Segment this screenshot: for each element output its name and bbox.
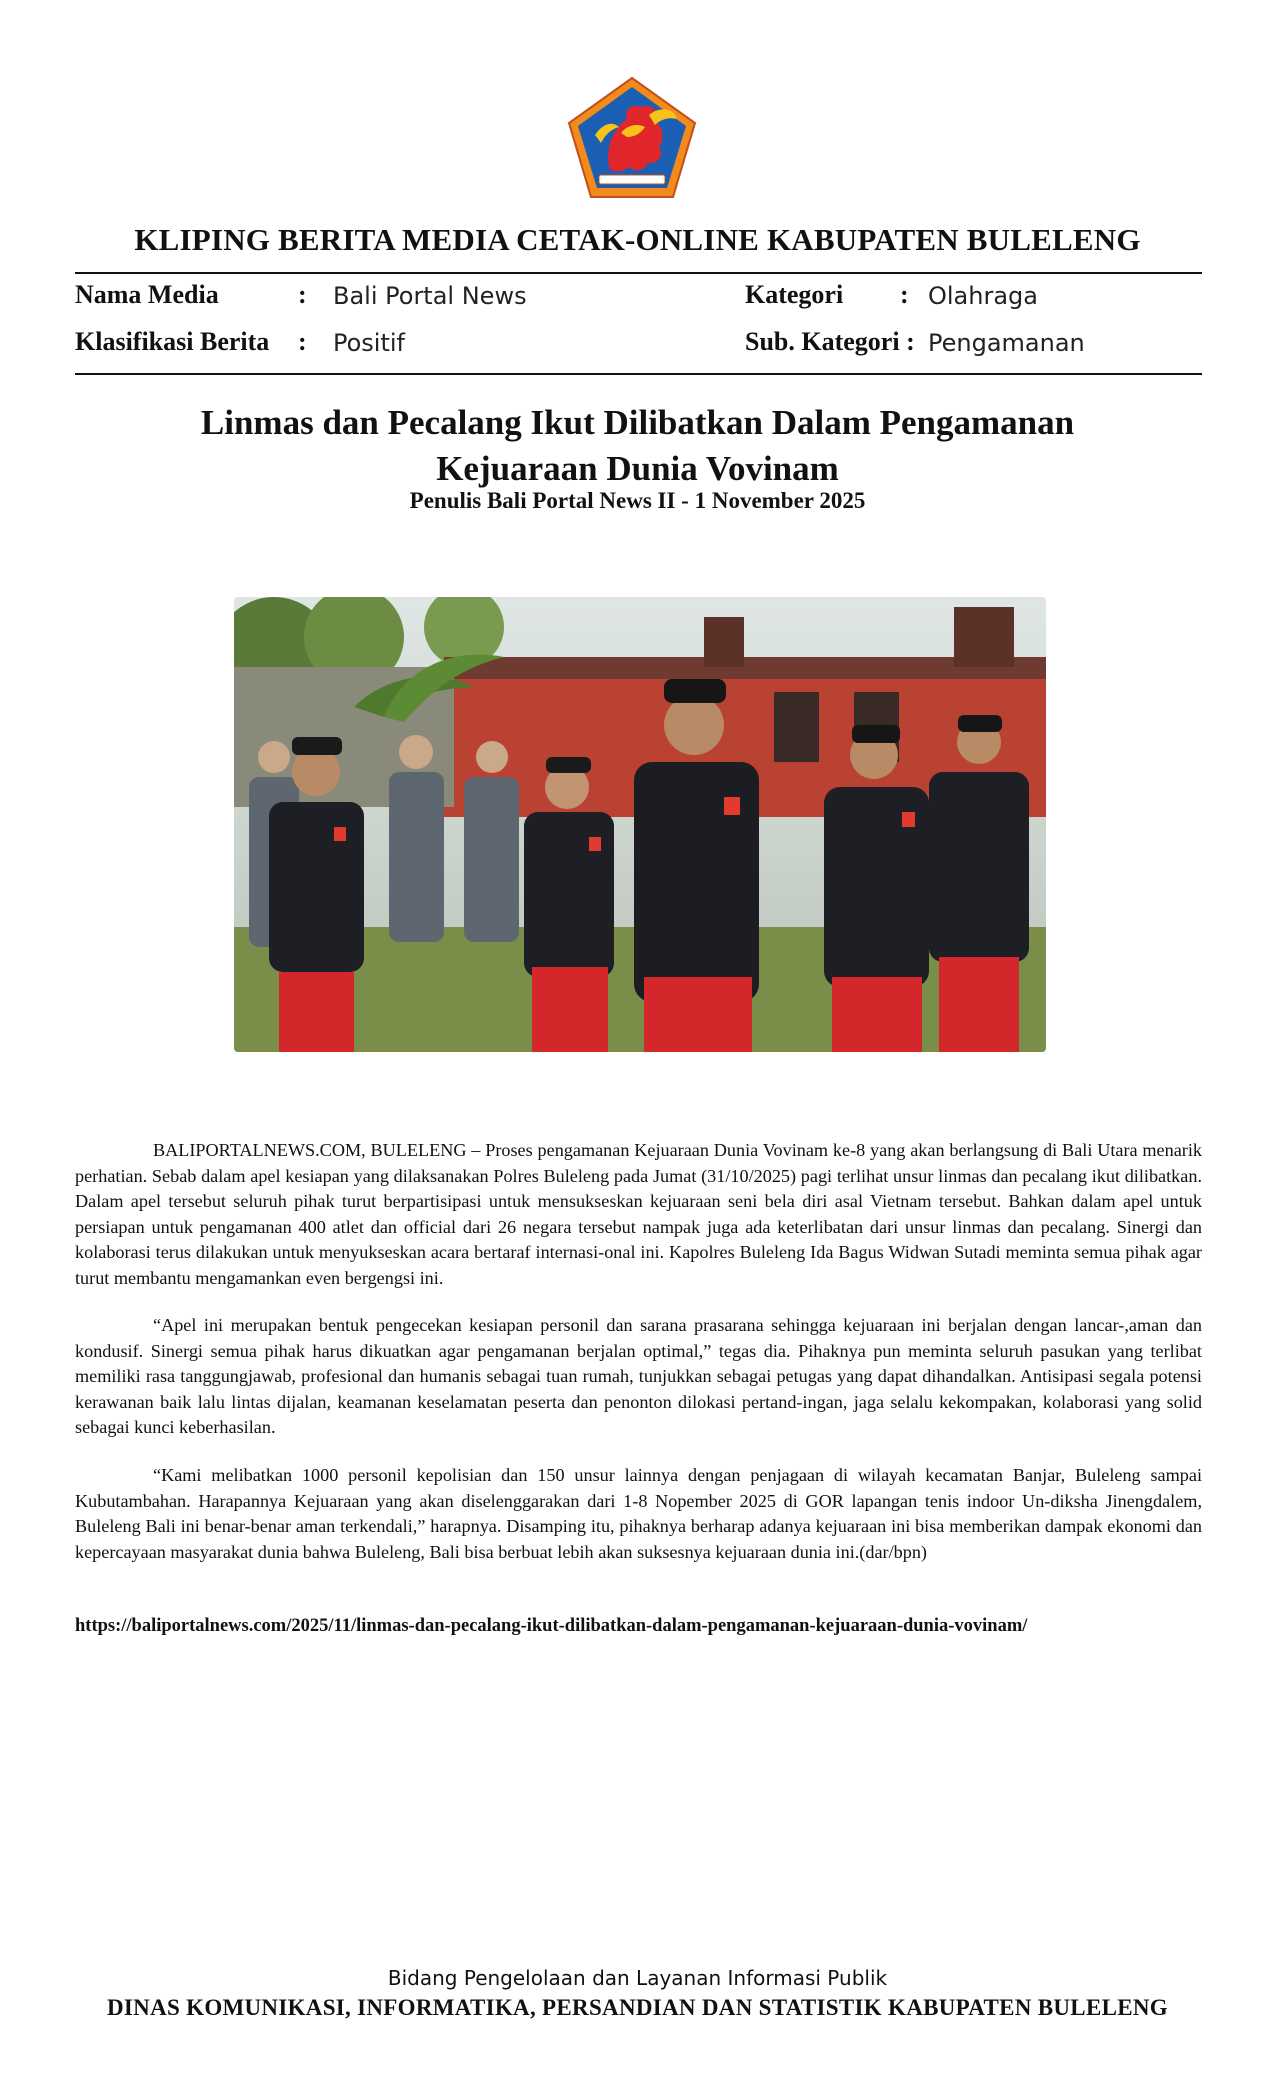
source-url-link[interactable]: https://baliportalnews.com/2025/11/linmas-dan-pecalang-ikut-dilibatkan-dalam-pengamanan-kejuaraan-dunia-vovinam/	[75, 1616, 1028, 1636]
meta-media-separator: :	[298, 280, 307, 309]
kabupaten-buleleng-logo	[565, 75, 700, 201]
article-title-line-1: Linmas dan Pecalang Ikut Dilibatkan Dalam Pengamanan	[200, 403, 1075, 442]
meta-kategori-value	[928, 280, 1038, 312]
header-divider-bottom	[75, 373, 1202, 375]
subkategori-value: Pengamanan	[928, 329, 1085, 357]
article-title-line-2: Kejuaraan Dunia Vovinam	[436, 449, 839, 488]
meta-media-label	[75, 279, 219, 311]
meta-media-value	[333, 280, 527, 312]
article-title	[0, 400, 1275, 492]
meta-kategori-separator: :	[900, 280, 909, 309]
article-byline: Penulis Bali Portal News II - 1 November 2025	[409, 488, 866, 513]
article-paragraph-2: “Apel ini merupakan bentuk pengecekan kesiapan personil dan sarana prasarana sehingga kejuaraan ini berjalan dengan lancar-,aman dan kondusif. Sinergi semua pihak harus dikuatkan agar pengamanan berjalan optimal,” tegas dia. Pihaknya pun meminta seluruh pasukan yang terlibat memiliki rasa tanggungjawab, profesional dan humanis sebagai tuan rumah, tunjukkan sebagai petugas yang dapat dihandalkan. Antisipasi segala potensi kerawanan baik lalu lintas dijalan, keamanan keselamatan peserta dan penonton dilokasi pertand-ingan, jaga selalu kekompakan, kolaborasi yang solid sebagai kunci keberhasilan.	[75, 1315, 1202, 1437]
article-photo	[234, 597, 1046, 1052]
footer-department: Bidang Pengelolaan dan Layanan Informasi Publik	[387, 1966, 888, 1990]
article-paragraph-3: “Kami melibatkan 1000 personil kepolisian dan 150 unsur lainnya dengan penjagaan di wilayah kecamatan Banjar, Buleleng sampai Kubutambahan. Harapannya Kejuaraan yang akan diselenggarakan dari 1-8 Nopember 2025 di GOR lapangan tenis indoor Un-diksha Jinengdalem, Buleleng Bali ini benar-benar aman terkendali,” harapnya. Disamping itu, pihaknya berharap adanya kejuaraan ini bisa memberikan dampak ekonomi dan kepercayaan masyarakat dunia bahwa Buleleng, Bali bisa berbuat lebih akan suksesnya kejuaraan dunia ini.(dar/bpn)	[75, 1465, 1202, 1562]
meta-klasifikasi-value	[333, 327, 405, 359]
meta-kategori-label	[745, 279, 843, 311]
meta-klasifikasi-separator: :	[298, 327, 307, 356]
media-label: Nama Media	[75, 280, 219, 309]
header-divider-top	[75, 272, 1202, 274]
document-header-title: KLIPING BERITA MEDIA CETAK-ONLINE KABUPATEN BULELENG	[134, 222, 1141, 257]
klasifikasi-value: Positif	[333, 329, 405, 357]
article-paragraph-1: BALIPORTALNEWS.COM, BULELENG – Proses pengamanan Kejuaraan Dunia Vovinam ke-8 yang akan berlangsung di Bali Utara menarik perhatian. Sebab dalam apel kesiapan yang dilaksanakan Polres Buleleng pada Jumat (31/10/2025) pagi terlihat unsur linmas dan pecalang ikut dilibatkan. Dalam apel tersebut seluruh pihak turut berpartisipasi untuk mensukseskan kejuaraan seni bela diri asal Vietnam tersebut. Bahkan dalam apel untuk persiapan untuk pengamanan 400 atlet dan official dari 26 negara tersebut nampak juga ada keterlibatan dari unsur linmas dan pecalang. Sinergi dan kolaborasi terus dilakukan untuk menyukseskan acara bertaraf internasi-onal ini. Kapolres Buleleng Ida Bagus Widwan Sutadi meminta semua pihak agar turut membantu mengamankan even bergengsi ini.	[75, 1140, 1202, 1288]
meta-klasifikasi-label	[75, 326, 269, 358]
footer-agency: DINAS KOMUNIKASI, INFORMATIKA, PERSANDIAN DAN STATISTIK KABUPATEN BULELENG	[107, 1995, 1168, 2020]
klasifikasi-label: Klasifikasi Berita	[75, 327, 270, 356]
kategori-value: Olahraga	[928, 282, 1038, 310]
subkategori-label: Sub. Kategori :	[745, 327, 915, 356]
media-value: Bali Portal News	[333, 282, 527, 310]
kategori-label: Kategori	[745, 280, 844, 309]
meta-subkategori-value	[928, 327, 1085, 359]
meta-subkategori-label	[745, 326, 915, 358]
